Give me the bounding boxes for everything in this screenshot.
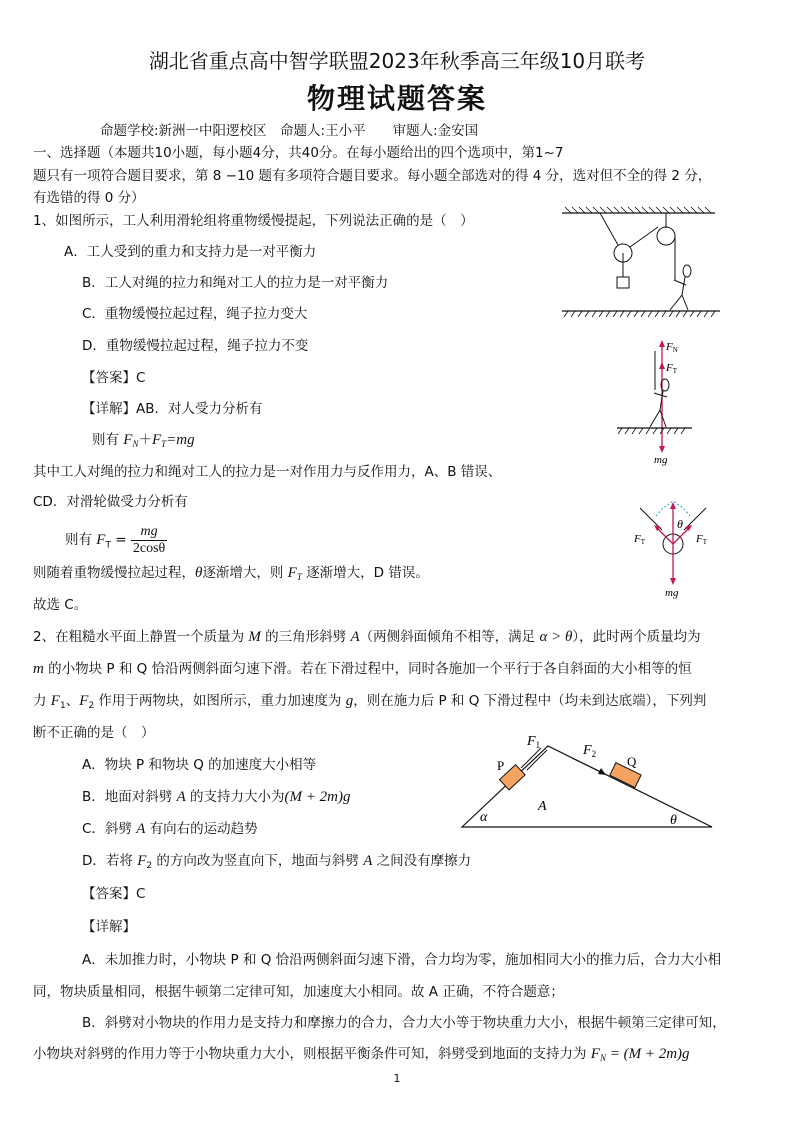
text-line: [82, 368, 145, 388]
text-line: [82, 819, 258, 839]
math-text: α > θ: [539, 629, 573, 645]
math-text: A: [363, 853, 373, 869]
math-text: F: [287, 565, 297, 581]
text-segment: ，则在施力后 P 和 Q 下滑过程中（均未到达底端），下列判: [353, 693, 707, 709]
text-line: [33, 1044, 690, 1064]
text-line: [64, 242, 316, 262]
math-text: F: [151, 432, 162, 448]
text-segment: 2: [146, 861, 153, 871]
page-number: 1: [393, 1072, 401, 1085]
label-ft-left: FT: [634, 533, 646, 546]
text-segment: 故选 C。: [33, 597, 88, 613]
text-segment: B．斜劈对小物块的作用力是支持力和摩擦力的合力，合力大小等于物块重力大小，根据牛顿第三定律可知，: [82, 1015, 726, 1031]
text-line: [82, 884, 145, 904]
math-text: A: [350, 629, 360, 645]
text-segment: 则有: [92, 432, 124, 448]
text-segment: 断不正确的是（ ）: [33, 725, 155, 741]
formula-fraction: [131, 524, 167, 557]
text-segment: 同，物块质量相同，根据牛顿第二定律可知，加速度大小相同。故 A 正确，不符合题意；: [33, 984, 564, 1000]
formula-denominator: 2cosθ: [132, 540, 166, 556]
text-line: [82, 336, 308, 356]
text-segment: A．未加推力时，小物块 P 和 Q 恰沿两侧斜面匀速下滑，合力均为零，施加相同大小的推力后，合力大小相: [82, 952, 722, 968]
text-segment: CD．对滑轮做受力分析有: [33, 494, 188, 510]
label-p: P: [497, 758, 505, 773]
label-ft-right: FT: [696, 533, 708, 546]
text-line: [82, 950, 721, 970]
exam-title: 湖北省重点高中智学联盟2023年秋季高三年级10月联考: [148, 49, 646, 73]
label-a: A: [538, 799, 547, 814]
worker-force-diagram: [612, 335, 702, 470]
text-line: [33, 462, 501, 482]
text-segment: 【详解】AB．对人受力分析有: [82, 401, 263, 417]
text-line: [82, 273, 388, 293]
label-q: Q: [627, 754, 637, 769]
math-text: F: [590, 1046, 600, 1062]
text-segment: 逐渐增大，则: [202, 565, 288, 581]
text-line: [82, 755, 316, 775]
math-text: =mg: [166, 432, 195, 448]
text-segment: 的支持力大小为: [185, 789, 285, 805]
math-text: T: [161, 439, 167, 449]
formula-prefix: 则有: [65, 532, 97, 548]
text-line: [82, 304, 307, 324]
text-line: [33, 723, 155, 743]
text-line: [33, 595, 87, 615]
text-segment: ＋: [138, 432, 152, 448]
math-text: = (M + 2m)g: [605, 1046, 690, 1062]
text-segment: 1: [59, 701, 66, 711]
label-theta: θ: [670, 813, 677, 828]
text-segment: 有选错的得 0 分）: [33, 190, 145, 206]
text-segment: 一、选择题（本题共10小题，每小题4分，共40分。在每小题给出的四个选项中，第1~7: [33, 145, 564, 161]
text-segment: ），此时两个质量均为: [572, 629, 701, 645]
label-fn: FN: [666, 341, 678, 354]
math-text: N: [599, 1053, 606, 1063]
math-text: A: [136, 821, 146, 837]
label-alpha: α: [480, 810, 488, 825]
text-segment: 小物块对斜劈的作用力等于小物块重力大小，则根据平衡条件可知，斜劈受到地面的支持力为: [33, 1046, 591, 1062]
text-segment: 2: [88, 701, 95, 711]
text-line: [33, 188, 145, 208]
label-ft: FT: [666, 362, 678, 375]
pulley-figure: [560, 205, 720, 320]
math-text: T: [296, 572, 302, 582]
text-segment: 作用于两物块，如图所示，重力加速度为: [94, 693, 346, 709]
text-segment: 、: [65, 693, 80, 709]
text-line: [82, 1013, 726, 1033]
text-segment: 力: [33, 693, 51, 709]
text-segment: B．工人对绳的拉力和绳对工人的拉力是一对平衡力: [82, 275, 389, 291]
text-line: [33, 691, 706, 711]
text-line: [33, 627, 701, 647]
math-text: F: [79, 693, 89, 709]
formula-ft: [65, 522, 167, 558]
authors-line: 命题学校:新洲一中阳逻校区 命题人:王小平 审题人:金安国: [100, 123, 479, 139]
text-segment: 2、在粗糙水平面上静置一个质量为: [33, 629, 249, 645]
text-line: [82, 851, 471, 871]
text-line: [33, 982, 564, 1002]
math-text: F: [50, 693, 60, 709]
formula-lhs: F: [96, 532, 106, 548]
text-line: [82, 787, 350, 807]
text-segment: C．斜劈: [82, 821, 137, 837]
text-segment: 【答案】C: [82, 886, 146, 902]
math-text: M: [248, 629, 261, 645]
exam-subtitle: 物理试题答案: [306, 82, 487, 115]
text-segment: 的三角形斜劈: [260, 629, 351, 645]
label-f1: $F_1$: [527, 734, 541, 750]
text-line: [33, 211, 474, 231]
text-segment: 逐渐增大，D 错误。: [301, 565, 429, 581]
math-text: F: [123, 432, 133, 448]
math-text: θ: [195, 565, 203, 581]
math-text: F: [137, 853, 147, 869]
label-f2: $F_2$: [583, 743, 597, 759]
label-mg: mg: [665, 587, 679, 599]
text-segment: （两侧斜面倾角不相等，满足: [359, 629, 540, 645]
formula-lhs-sub: T: [105, 540, 111, 551]
text-line: [33, 143, 563, 163]
text-segment: 的方向改为竖直向下，地面与斜劈: [152, 853, 364, 869]
text-segment: 题只有一项符合题目要求，第 8 −10 题有多项符合题目要求。每小题全部选对的得 4 分，选对但不全的得 2 分，: [33, 168, 712, 184]
pulley-force-diagram: [630, 500, 720, 600]
text-segment: 1、如图所示，工人利用滑轮组将重物缓慢提起，下列说法正确的是（ ）: [33, 213, 474, 229]
math-text: A: [176, 789, 186, 805]
text-segment: A．物块 P 和物块 Q 的加速度大小相等: [82, 757, 317, 773]
text-line: [33, 659, 692, 679]
formula-numerator: mg: [131, 524, 167, 541]
text-segment: 有向右的运动趋势: [145, 821, 258, 837]
math-text: (M + 2m)g: [284, 789, 351, 805]
text-segment: 其中工人对绳的拉力和绳对工人的拉力是一对作用力与反作用力，A、B 错误、: [33, 464, 502, 480]
label-mg: mg: [654, 454, 668, 466]
text-segment: D．若将: [82, 853, 138, 869]
text-segment: B．地面对斜劈: [82, 789, 177, 805]
formula-eq: =: [115, 532, 131, 548]
text-segment: 之间没有摩擦力: [372, 853, 472, 869]
text-line: [33, 166, 711, 186]
text-segment: 则随着重物缓慢拉起过程，: [33, 565, 195, 581]
wedge-figure: [455, 728, 720, 833]
text-segment: D．重物缓慢拉起过程，绳子拉力不变: [82, 338, 309, 354]
math-text: m: [33, 661, 44, 677]
label-theta: θ: [677, 517, 683, 531]
math-text: N: [132, 439, 139, 449]
text-segment: A．工人受到的重力和支持力是一对平衡力: [64, 244, 317, 260]
text-line: [33, 492, 188, 512]
text-segment: C．重物缓慢拉起过程，绳子拉力变大: [82, 306, 308, 322]
text-line: [33, 563, 429, 583]
text-segment: 的小物块 P 和 Q 恰沿两侧斜面匀速下滑。若在下滑过程中，同时各施加一个平行于各自斜面的大小相等的恒: [43, 661, 692, 677]
text-line: [92, 430, 195, 450]
text-line: [82, 399, 263, 419]
text-line: [82, 917, 136, 937]
text-segment: 【详解】: [82, 919, 136, 935]
math-text: g: [345, 693, 354, 709]
text-segment: 【答案】C: [82, 370, 146, 386]
